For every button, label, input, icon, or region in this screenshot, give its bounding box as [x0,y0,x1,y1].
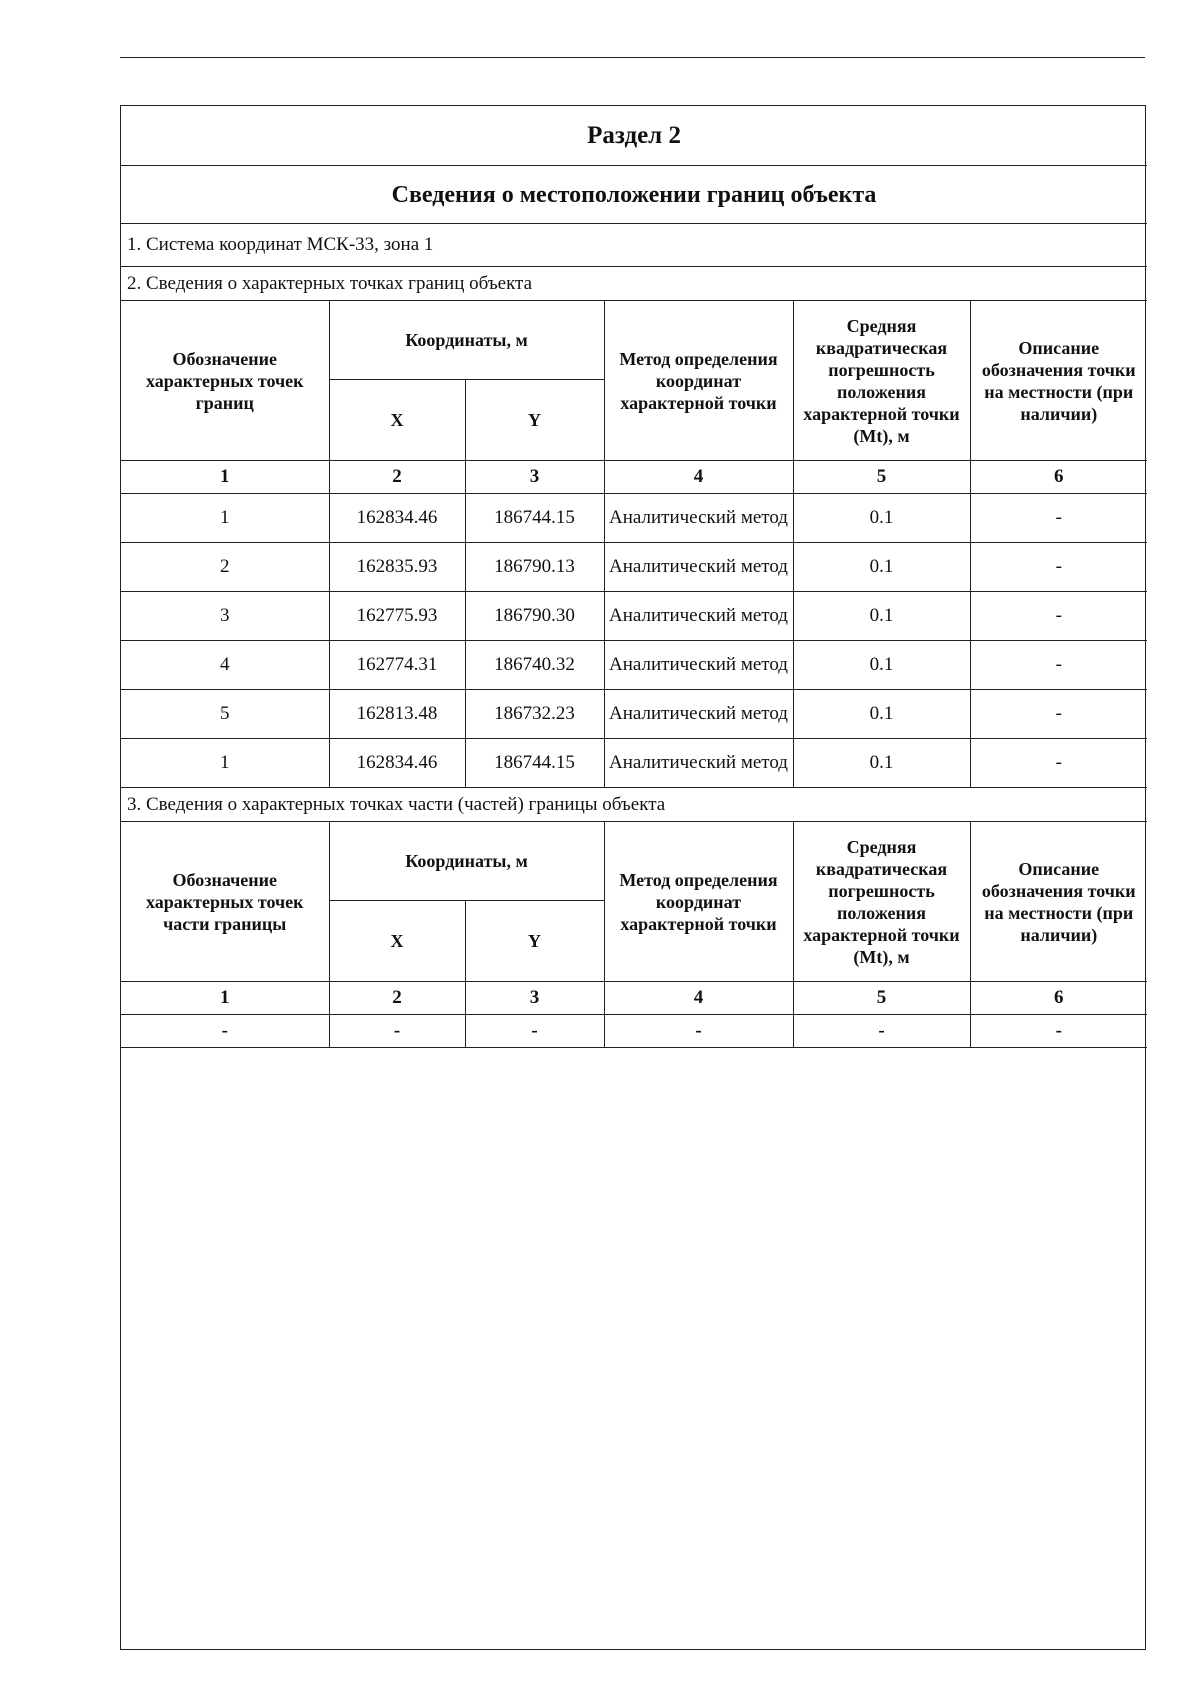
point-id: 2 [121,543,329,592]
part-cell: - [604,1015,793,1048]
hdr-coords: Координаты, м [329,301,604,380]
point-method: Аналитический метод [604,690,793,739]
table-row [121,494,1147,543]
col-num: 4 [604,982,793,1015]
point-y: 186744.15 [465,739,604,788]
point-desc: - [970,739,1147,788]
point-method: Аналитический метод [604,494,793,543]
hdr2-x: X [329,901,465,982]
hdr-error: Средняя квадратическая погрешность положения характерной точки (Mt), м [793,301,970,461]
parts-heading: 3. Сведения о характерных точках части (частей) границы объекта [121,788,1147,822]
col-num: 4 [604,461,793,494]
col-num: 2 [329,982,465,1015]
hdr-designation: Обозначение характерных точек границ [121,301,329,461]
table-row [121,641,1147,690]
point-y: 186790.13 [465,543,604,592]
hdr-description: Описание обозначения точки на местности (при наличии) [970,301,1147,461]
hdr2-description: Описание обозначения точки на местности (при наличии) [970,822,1147,982]
hdr2-coords: Координаты, м [329,822,604,901]
hdr-y: Y [465,380,604,461]
point-mt: 0.1 [793,690,970,739]
point-mt: 0.1 [793,494,970,543]
point-y: 186744.15 [465,494,604,543]
coord-system-line: 1. Система координат МСК-33, зона 1 [121,224,1147,267]
part-cell: - [329,1015,465,1048]
point-mt: 0.1 [793,641,970,690]
col-num: 2 [329,461,465,494]
point-mt: 0.1 [793,739,970,788]
point-id: 1 [121,739,329,788]
col-num: 6 [970,982,1147,1015]
point-method: Аналитический метод [604,641,793,690]
part-cell: - [465,1015,604,1048]
point-id: 1 [121,494,329,543]
point-y: 186790.30 [465,592,604,641]
point-method: Аналитический метод [604,543,793,592]
table-row [121,543,1147,592]
point-id: 4 [121,641,329,690]
point-id: 5 [121,690,329,739]
part-cell: - [793,1015,970,1048]
col-num: 3 [465,982,604,1015]
points-heading: 2. Сведения о характерных точках границ объекта [121,267,1147,301]
point-mt: 0.1 [793,592,970,641]
part-cell: - [970,1015,1147,1048]
document-frame [120,105,1146,1650]
page-subtitle: Сведения о местоположении границ объекта [121,166,1147,224]
hdr-method: Метод определения координат характерной точки [604,301,793,461]
col-num: 6 [970,461,1147,494]
col-num: 5 [793,982,970,1015]
top-rule [120,57,1145,58]
point-x: 162775.93 [329,592,465,641]
point-method: Аналитический метод [604,739,793,788]
point-x: 162774.31 [329,641,465,690]
col-num: 1 [121,982,329,1015]
section-table [121,106,1147,1048]
hdr2-y: Y [465,901,604,982]
point-y: 186732.23 [465,690,604,739]
point-mt: 0.1 [793,543,970,592]
col-num: 1 [121,461,329,494]
point-id: 3 [121,592,329,641]
hdr2-designation: Обозначение характерных точек части границы [121,822,329,982]
hdr2-method: Метод определения координат характерной точки [604,822,793,982]
col-num: 5 [793,461,970,494]
point-desc: - [970,592,1147,641]
point-y: 186740.32 [465,641,604,690]
point-x: 162834.46 [329,739,465,788]
point-x: 162835.93 [329,543,465,592]
hdr2-error: Средняя квадратическая погрешность положения характерной точки (Mt), м [793,822,970,982]
table-row [121,690,1147,739]
part-cell: - [121,1015,329,1048]
section-title: Раздел 2 [121,106,1147,166]
point-method: Аналитический метод [604,592,793,641]
hdr-x: X [329,380,465,461]
point-desc: - [970,494,1147,543]
table-row [121,739,1147,788]
point-desc: - [970,641,1147,690]
point-desc: - [970,690,1147,739]
table-row [121,1015,1147,1048]
point-x: 162834.46 [329,494,465,543]
point-x: 162813.48 [329,690,465,739]
point-desc: - [970,543,1147,592]
table-row [121,592,1147,641]
col-num: 3 [465,461,604,494]
